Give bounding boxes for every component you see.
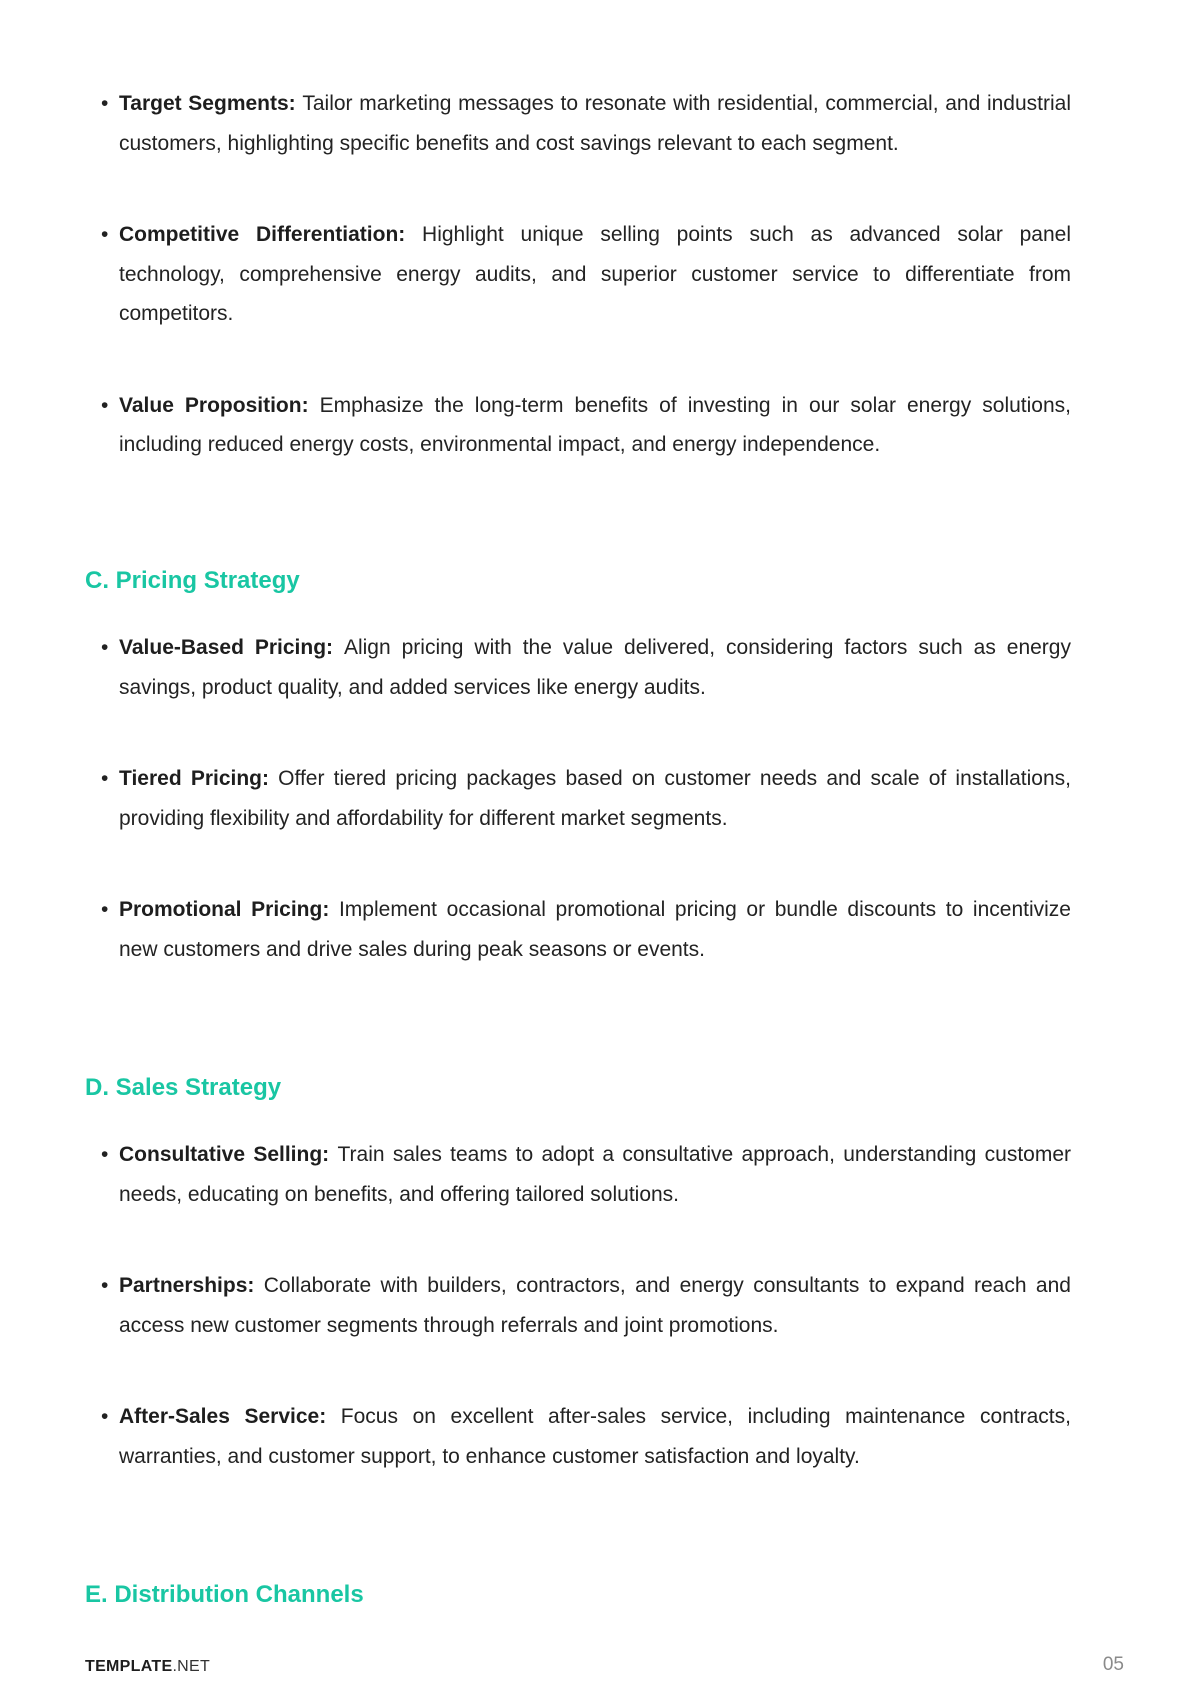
bullet-title: Target Segments:	[119, 92, 303, 115]
bullet-value-proposition	[101, 386, 1071, 465]
brand-suffix: .NET	[172, 1658, 211, 1675]
footer-brand-logo	[85, 1658, 210, 1676]
bullet-title: Value-Based Pricing:	[119, 636, 344, 659]
section-heading-distribution-channels: E. Distribution Channels	[85, 1581, 364, 1608]
section-heading-sales-strategy: D. Sales Strategy	[85, 1074, 282, 1101]
bullet-dot-icon: •	[101, 1143, 109, 1166]
bullet-title: Promotional Pricing:	[119, 898, 339, 921]
bullet-dot-icon: •	[101, 636, 109, 659]
bullet-consultative-selling	[101, 1135, 1071, 1214]
bullet-text: Tailor marketing messages to resonate with residential, commercial, and industrial customers, highlighting specific benefits and cost savings relevant to each segment.	[119, 92, 1071, 155]
bullet-tiered-pricing	[101, 759, 1071, 838]
bullet-text: Offer tiered pricing packages based on customer needs and scale of installations, providing flexibility and affordability for different market segments.	[119, 767, 1071, 830]
bullet-text: Highlight unique selling points such as advanced solar panel technology, comprehensive energy audits, and superior customer service to differentiate from competitors.	[119, 223, 1071, 325]
bullet-dot-icon: •	[101, 223, 109, 246]
bullet-title: Value Proposition:	[119, 393, 320, 417]
bullet-text: Collaborate with builders, contractors, and energy consultants to expand reach and access new customer segments through referrals and joint promotions.	[119, 1274, 1071, 1337]
bullet-partnerships	[101, 1266, 1071, 1345]
bullet-dot-icon: •	[101, 393, 109, 417]
bullet-text: Focus on excellent after-sales service, including maintenance contracts, warranties, and customer support, to enhance customer satisfaction and loyalty.	[119, 1405, 1071, 1468]
bullet-title: Consultative Selling:	[119, 1143, 338, 1166]
pricing-bullet-list	[101, 628, 1071, 969]
bullet-title: Tiered Pricing:	[119, 767, 279, 790]
bullet-title: Partnerships:	[119, 1274, 264, 1297]
bullet-title: Competitive Differentiation:	[119, 223, 423, 246]
section-heading-pricing-strategy: C. Pricing Strategy	[85, 567, 300, 594]
bullet-dot-icon: •	[101, 898, 109, 921]
bullet-text: Align pricing with the value delivered, considering factors such as energy savings, product quality, and added services like energy audits.	[119, 636, 1071, 699]
page-number: 05	[1102, 1654, 1124, 1675]
bullet-text: Train sales teams to adopt a consultative approach, understanding customer needs, educating on benefits, and offering tailored solutions.	[119, 1143, 1071, 1206]
bullet-dot-icon: •	[101, 1274, 109, 1297]
marketing-bullet-list	[101, 84, 1071, 465]
bullet-competitive-differentiation	[101, 215, 1071, 334]
bullet-target-segments	[101, 84, 1071, 163]
brand-name: TEMPLATE	[85, 1658, 173, 1675]
sales-bullet-list	[101, 1135, 1071, 1476]
bullet-dot-icon: •	[101, 767, 109, 790]
bullet-text: Emphasize the long-term benefits of investing in our solar energy solutions, including reduced energy costs, environmental impact, and energy independence.	[119, 393, 1071, 456]
bullet-title: After-Sales Service:	[119, 1405, 341, 1428]
bullet-after-sales-service	[101, 1397, 1071, 1476]
bullet-promotional-pricing	[101, 890, 1071, 969]
bullet-dot-icon: •	[101, 92, 109, 115]
bullet-dot-icon: •	[101, 1405, 109, 1428]
bullet-text: Implement occasional promotional pricing or bundle discounts to incentivize new customers and drive sales during peak seasons or events.	[119, 898, 1071, 961]
bullet-value-based-pricing	[101, 628, 1071, 707]
